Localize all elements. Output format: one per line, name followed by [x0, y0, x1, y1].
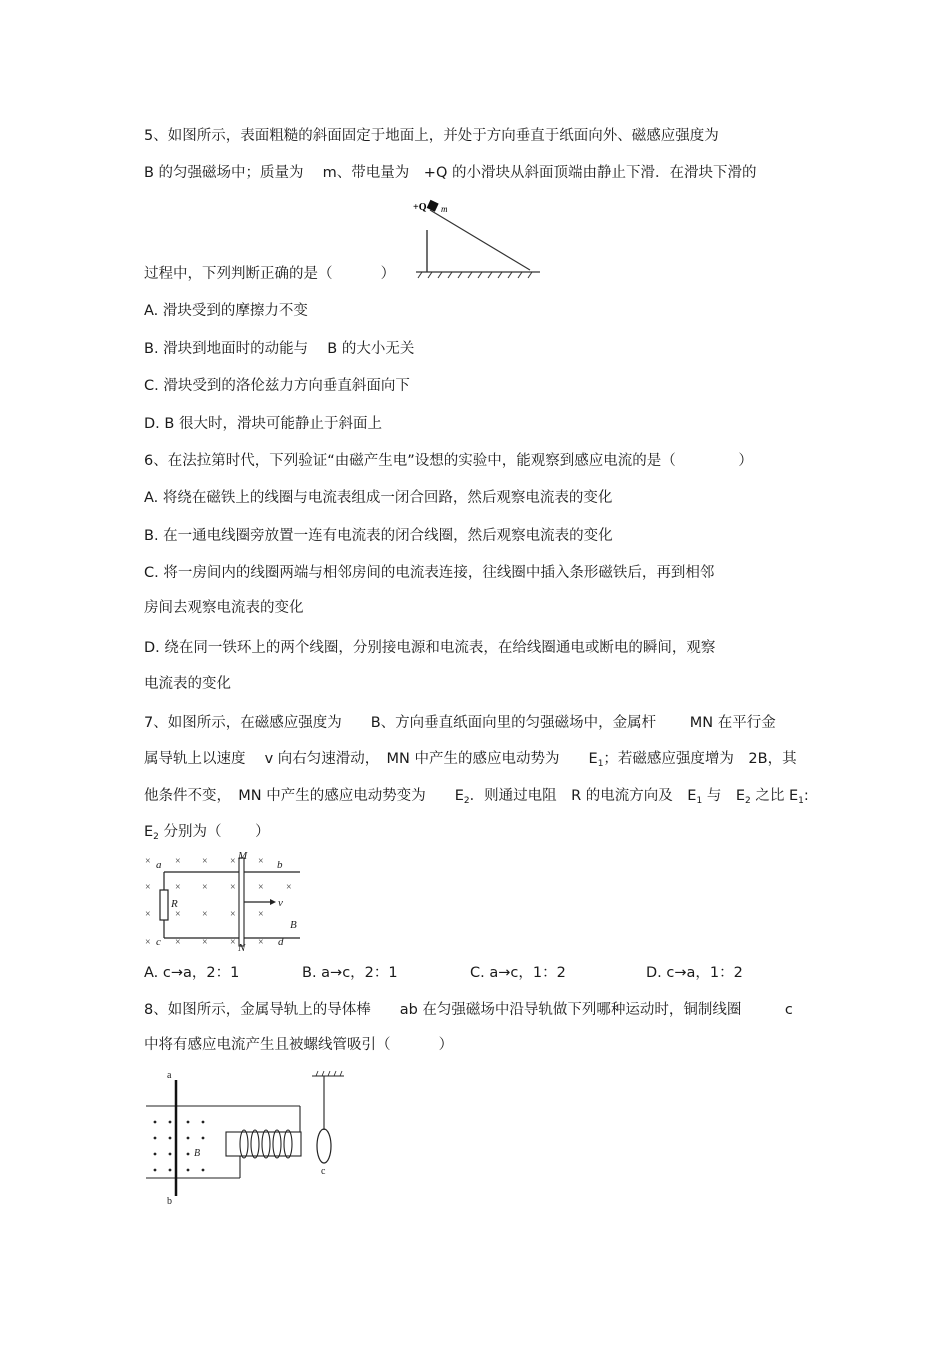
- q7-label-field: B: [290, 919, 297, 931]
- svg-text:×: ×: [286, 882, 292, 893]
- q8-solenoid: [226, 1132, 301, 1156]
- svg-text:×: ×: [145, 909, 151, 920]
- q5-slope-line: [430, 210, 530, 270]
- svg-text:×: ×: [258, 937, 264, 948]
- q7-stem-line2: 属导轨上以速度 v 向右匀速滑动， MN 中产生的感应电动势为 $E_1$；若磁感应强度增为 2B，其: [144, 751, 797, 769]
- svg-text:×: ×: [230, 882, 236, 893]
- q5-option-b: B. 滑块到地面时的动能与 B 的大小无关: [144, 341, 415, 357]
- svg-text:×: ×: [145, 882, 151, 893]
- q6-stem: 6、在法拉第时代，下列验证“由磁产生电”设想的实验中，能观察到感应电流的是（ ）: [144, 453, 753, 469]
- q5-slider-block: [427, 200, 439, 212]
- svg-text:×: ×: [175, 882, 181, 893]
- svg-text:×: ×: [258, 856, 264, 867]
- q6-option-d-line1: D. 绕在同一铁环上的两个线圈，分别接电源和电流表，在给线圈通电或断电的瞬间，观察: [144, 640, 716, 656]
- q7-stem-line3: 他条件不变， MN 中产生的感应电动势变为 $E_2$．则通过电阻 R 的电流方向及 $E_1$ 与 $E_2$ 之比 $E_1$:: [144, 788, 809, 806]
- q5-charge-label: +Q: [413, 202, 427, 213]
- q7-option-d: D. c→a，1：2: [646, 965, 743, 981]
- svg-text:×: ×: [258, 882, 264, 893]
- q5-option-c: C. 滑块受到的洛伦兹力方向垂直斜面向下: [144, 378, 410, 394]
- q8-label-field: B: [194, 1148, 201, 1159]
- q5-stem-line2: B 的匀强磁场中；质量为 m、带电量为 +Q 的小滑块从斜面顶端由静止下滑．在滑块下滑的: [144, 165, 757, 181]
- svg-text:×: ×: [202, 856, 208, 867]
- svg-text:×: ×: [202, 937, 208, 948]
- q6-option-b: B. 在一通电线圈旁放置一连有电流表的闭合线圈，然后观察电流表的变化: [144, 528, 613, 544]
- q5-stem-line1: 5、如图所示，表面粗糙的斜面固定于地面上，并处于方向垂直于纸面向外、磁感应强度为: [144, 128, 719, 144]
- q7-option-c: C. a→c，1：2: [470, 965, 566, 981]
- q5-stem-line3: 过程中，下列判断正确的是（ ）: [144, 266, 396, 282]
- svg-text:×: ×: [230, 909, 236, 920]
- q6-option-d-line2: 电流表的变化: [144, 676, 231, 692]
- svg-text:×: ×: [230, 856, 236, 867]
- q7-label-n: N: [238, 942, 246, 952]
- q8-solenoid-figure: [140, 1070, 350, 1206]
- q5-ground-hatching: [418, 272, 532, 278]
- svg-text:×: ×: [145, 937, 151, 948]
- q8-copper-coil-c: [317, 1129, 331, 1163]
- q7-option-b: B. a→c，2：1: [302, 965, 398, 981]
- q6-option-c-line2: 房间去观察电流表的变化: [144, 600, 304, 616]
- q7-label-m: M: [238, 850, 248, 862]
- q6-option-c-line1: C. 将一房间内的线圈两端与相邻房间的电流表连接，往线圈中插入条形磁铁后，再到相邻: [144, 565, 715, 581]
- q8-stem-line2: 中将有感应电流产生且被螺线管吸引（ ）: [144, 1037, 454, 1053]
- svg-text:×: ×: [258, 909, 264, 920]
- q7-option-a: A. c→a，2：1: [144, 965, 240, 981]
- q7-label-v: v: [278, 897, 283, 909]
- svg-text:×: ×: [175, 856, 181, 867]
- q7-stem-line1: 7、如图所示，在磁感应强度为 B、方向垂直纸面向里的匀强磁场中，金属杆 MN 在平行金: [144, 715, 776, 731]
- q5-mass-label: m: [441, 204, 448, 214]
- q7-label-c: c: [156, 936, 161, 948]
- q7-resistor: [160, 890, 168, 920]
- q5-option-d: D. B 很大时，滑块可能静止于斜面上: [144, 416, 382, 432]
- q7-metal-rod: [239, 858, 244, 946]
- q7-rail-figure: [140, 850, 310, 952]
- q5-option-a: A. 滑块受到的摩擦力不变: [144, 303, 308, 319]
- svg-text:×: ×: [145, 856, 151, 867]
- q8-label-a: a: [167, 1070, 172, 1081]
- q8-field-dots: [154, 1121, 205, 1172]
- svg-text:×: ×: [230, 937, 236, 948]
- q6-option-a: A. 将绕在磁铁上的线圈与电流表组成一闭合回路，然后观察电流表的变化: [144, 490, 613, 506]
- svg-text:×: ×: [202, 882, 208, 893]
- q8-label-b: b: [167, 1196, 172, 1206]
- q5-incline-figure: [410, 196, 560, 284]
- svg-text:×: ×: [202, 909, 208, 920]
- svg-text:×: ×: [175, 909, 181, 920]
- q7-label-a: a: [156, 859, 162, 871]
- svg-text:×: ×: [175, 937, 181, 948]
- q7-stem-line4: $E_2$ 分别为（ ）: [144, 824, 270, 842]
- q7-label-b: b: [277, 859, 283, 871]
- q8-stem-line1: 8、如图所示，金属导轨上的导体棒 ab 在匀强磁场中沿导轨做下列哪种运动时，铜制线圈 c: [144, 1002, 793, 1018]
- q7-label-d: d: [278, 936, 284, 948]
- q7-label-r: R: [171, 898, 178, 910]
- q8-label-c: c: [321, 1166, 326, 1177]
